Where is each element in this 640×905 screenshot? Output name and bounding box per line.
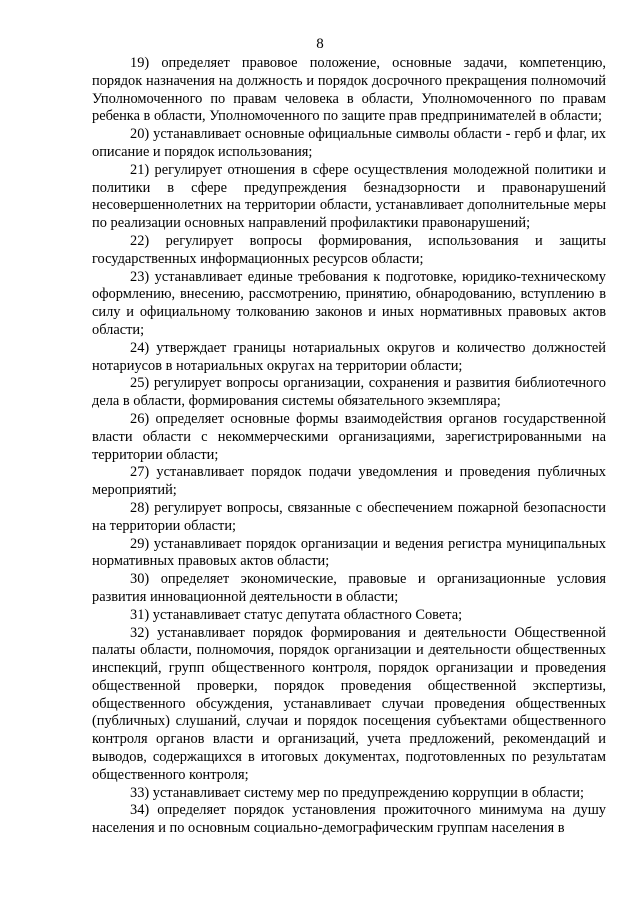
paragraph-item-31: 31) устанавливает статус депутата областного Совета; — [130, 606, 463, 623]
paragraph-item-25: 25) регулирует вопросы организации, сохранения и развития библиотечного дела в области, формирования системы обязательного экземпляра; — [92, 375, 606, 410]
paragraph-item-30: 30) определяет экономические, правовые и организационные условия развития инновационной деятельности в области; — [92, 571, 606, 605]
paragraph-item-28: 28) регулирует вопросы, связанные с обеспечением пожарной безопасности на территории области; — [92, 499, 606, 534]
paragraph-item-19: 19) определяет правовое положение, основные задачи, компетенцию, порядок назначения на должность и порядок досрочного прекращения полномочий Уполномоченного по правам человека в области, Уполномоченного по правам ребенка в области, Уполномоченного по защите прав предпринимателей в области; — [92, 55, 606, 125]
paragraph-item-33: 33) устанавливает систему мер по предупреждению коррупции в области; — [130, 784, 584, 801]
paragraph-item-21: 21) регулирует отношения в сфере осуществления молодежной политики и политики в сфере предупреждения безнадзорности и правонарушений несовершеннолетних на территории области, устанавливает дополнительные меры по реализации основных направлений профилактики правонарушений; — [92, 161, 606, 232]
paragraph-item-20: 20) устанавливает основные официальные символы области - герб и флаг, их описание и порядок использования; — [92, 126, 606, 160]
paragraph-item-22: 22) регулирует вопросы формирования, использования и защиты государственных информационных ресурсов области; — [92, 232, 606, 267]
paragraph-item-27: 27) устанавливает порядок подачи уведомления и проведения публичных мероприятий; — [92, 464, 606, 499]
page-number: 8 — [316, 36, 324, 52]
paragraph-item-32: 32) устанавливает порядок формирования и деятельности Общественной палаты области, полномочия, порядок организации и деятельности общественных инспекций, групп общественного контроля, порядок организации и проведения общественной проверки, порядок проведения общественной экспертизы, общественного обсуждения, устанавливает случаи проведения общественных (публичных) слушаний, случаи и порядок посещения субъектами общественного контроля органов власти и организаций, учета предложений, рекомендаций и выводов, содержащихся в итоговых документах, подготовленных по результатам общественного контроля; — [92, 624, 606, 783]
paragraph-item-34: 34) определяет порядок установления прожиточного минимума на душу населения и по основным социально-демографическим группам населения в — [92, 802, 606, 837]
paragraph-item-29: 29) устанавливает порядок организации и ведения регистра муниципальных нормативных правовых актов области; — [92, 535, 606, 570]
paragraph-item-23: 23) устанавливает единые требования к подготовке, юридико-техническому оформлению, внесению, рассмотрению, принятию, обнародованию, вступлению в силу и официальному толкованию законов и иных нормативных правовых актов области; — [92, 268, 606, 338]
paragraph-item-24: 24) утверждает границы нотариальных округов и количество должностей нотариусов в нотариальных округах на территории области; — [92, 339, 606, 374]
paragraph-item-26: 26) определяет основные формы взаимодействия органов государственной власти области с некоммерческими организациями, зарегистрированными на территории области; — [92, 410, 606, 463]
document-body — [92, 55, 606, 838]
